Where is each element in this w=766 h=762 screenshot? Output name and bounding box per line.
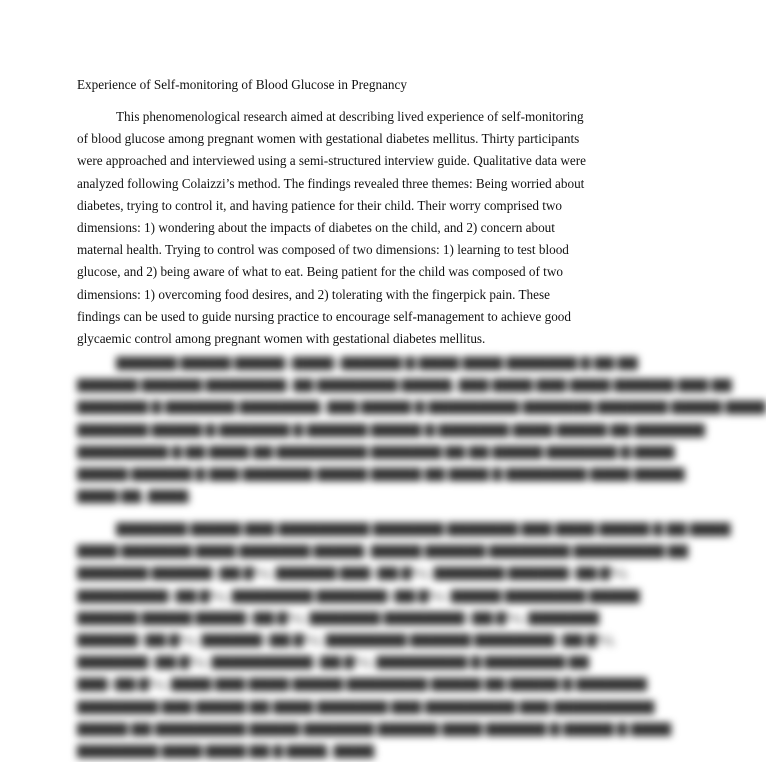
blurred-line: ▇▇▇▇▇▇▇ ▇▇▇▇▇ ▇ ▇▇▇▇▇▇▇ ▇ ▇▇▇▇▇▇ ▇▇▇▇▇ ▇ ▇▇▇▇▇▇▇ ▇▇▇▇ ▇▇▇▇▇ ▇▇ ▇▇▇▇▇▇▇ xyxy=(77,421,705,437)
abstract-line: analyzed following Colaizzi’s method. The findings revealed three themes: Being worried about xyxy=(77,175,585,191)
blurred-line: ▇▇▇▇▇▇▇ ▇▇▇▇▇▇ (▇▇.▇%), ▇▇▇▇▇▇ ▇▇▇ (▇▇.▇%), ▇▇▇▇▇▇▇ ▇▇▇▇▇▇ (▇▇.▇%), xyxy=(77,565,629,581)
abstract-paragraph xyxy=(77,106,586,350)
blurred-line: ▇▇▇▇▇▇▇▇▇ (▇▇.▇%), ▇▇▇▇▇▇▇▇ ▇▇▇▇▇▇▇ (▇▇.▇%). ▇▇▇▇▇ ▇▇▇▇▇▇▇▇ ▇▇▇▇▇ xyxy=(77,587,640,603)
abstract-line: maternal health. Trying to control was composed of two dimensions: 1) learning to test blood xyxy=(77,242,569,258)
document-title: Experience of Self-monitoring of Blood Glucose in Pregnancy xyxy=(77,77,407,92)
abstract-line: diabetes, trying to control it, and having patience for their child. Their worry comprised two xyxy=(77,197,562,213)
abstract-line: were approached and interviewed using a semi-structured interview guide. Qualitative data were xyxy=(77,153,586,169)
blurred-paragraph xyxy=(77,352,766,507)
blurred-paragraph xyxy=(77,518,731,762)
blurred-line: ▇▇▇▇ ▇▇▇▇▇▇▇ ▇▇▇▇ ▇▇▇▇▇▇▇ ▇▇▇▇▇. ▇▇▇▇▇ ▇▇▇▇▇▇ ▇▇▇▇▇▇▇▇ ▇▇▇▇▇▇▇▇▇ ▇▇ xyxy=(77,543,689,559)
blurred-line: ▇▇▇▇▇▇▇▇ ▇▇▇ ▇▇▇▇▇ ▇▇ ▇▇▇▇ ▇▇▇▇▇▇▇ ▇▇▇ ▇▇▇▇▇▇▇▇▇ ▇▇▇ ▇▇▇▇▇▇▇▇▇▇ xyxy=(77,698,655,714)
blurred-line: ▇▇▇ (▇▇.▇%), ▇▇▇▇ ▇▇▇ ▇▇▇▇ ▇▇▇▇▇ ▇▇▇▇▇▇▇▇ ▇▇▇▇▇ ▇▇ ▇▇▇▇▇ ▇ ▇▇▇▇▇▇▇ xyxy=(77,676,647,692)
blurred-line: ▇▇▇▇▇▇ ▇▇▇▇▇ ▇▇▇▇▇ (▇▇▇▇) ▇▇▇▇▇▇ ▇ ▇▇▇▇ ▇▇▇▇ ▇▇▇▇▇▇▇ ▇ ▇▇ ▇▇ xyxy=(116,355,638,370)
abstract-line: glucose, and 2) being aware of what to eat. Being patient for the child was composed of two xyxy=(77,264,563,280)
blurred-line: ▇▇▇▇▇▇▇▇▇ ▇ ▇▇ ▇▇▇▇ ▇▇ ▇▇▇▇▇▇▇▇▇ ▇▇▇▇▇▇▇ ▇▇ ▇▇ ▇▇▇▇▇ ▇▇▇▇▇▇▇ ▇ ▇▇▇▇ xyxy=(77,443,675,459)
abstract-line: of blood glucose among pregnant women with gestational diabetes mellitus. Thirty participants xyxy=(77,131,580,147)
abstract-line: glycaemic control among pregnant women with gestational diabetes mellitus. xyxy=(77,331,486,347)
abstract-line: dimensions: 1) wondering about the impacts of diabetes on the child, and 2) concern about xyxy=(77,220,555,236)
abstract-line: dimensions: 1) overcoming food desires, and 2) tolerating with the fingerpick pain. These xyxy=(77,286,550,302)
blurred-line: ▇▇▇▇▇▇▇ (▇▇.▇%), ▇▇▇▇▇▇▇▇▇▇ (▇▇.▇%), ▇▇▇▇▇▇▇▇▇ ▇ ▇▇▇▇▇▇▇▇ ▇▇ xyxy=(77,654,589,670)
blurred-line: ▇▇▇▇▇▇ ▇▇▇▇▇ ▇▇▇▇▇ (▇▇.▇%), ▇▇▇▇▇▇▇ ▇▇▇▇▇▇▇▇ (▇▇.▇%), ▇▇▇▇▇▇▇ xyxy=(77,609,600,625)
blurred-line: ▇▇▇▇▇▇▇ ▇ ▇▇▇▇▇▇▇ ▇▇▇▇▇▇▇▇. ▇▇▇ ▇▇▇▇▇ ▇ ▇▇▇▇▇▇▇▇▇ ▇▇▇▇▇▇▇ ▇▇▇▇▇▇▇ ▇▇▇▇▇ ▇▇▇▇ xyxy=(77,399,766,415)
blurred-line: ▇▇▇▇▇▇ ▇▇▇▇▇▇ ▇▇▇▇▇▇▇▇. ▇▇ ▇▇▇▇▇▇▇▇ ▇▇▇▇▇, ▇▇▇ ▇▇▇▇ ▇▇▇ ▇▇▇▇ ▇▇▇▇▇▇ ▇▇▇ ▇▇ xyxy=(77,377,732,393)
blurred-line: ▇▇▇▇▇▇▇ ▇▇▇▇▇ ▇▇▇ ▇▇▇▇▇▇▇▇▇ ▇▇▇▇▇▇▇ ▇▇▇▇▇▇▇ ▇▇▇ ▇▇▇▇ ▇▇▇▇▇ ▇ ▇▇ ▇▇▇▇ xyxy=(116,521,731,536)
blurred-line: ▇▇▇▇▇ ▇▇▇▇▇▇ ▇ ▇▇▇ ▇▇▇▇▇▇▇ ▇▇▇▇▇ ▇▇▇▇▇ ▇▇ ▇▇▇▇ ▇ ▇▇▇▇▇▇▇▇ ▇▇▇▇ ▇▇▇▇▇ xyxy=(77,466,685,482)
blurred-line: ▇▇▇▇▇ ▇▇ ▇▇▇▇▇▇▇▇▇ ▇▇▇▇▇ ▇▇▇▇▇▇▇ ▇▇▇▇▇▇ ▇▇▇▇ ▇▇▇▇▇▇ ▇ ▇▇▇▇▇ ▇ ▇▇▇▇ xyxy=(77,720,672,736)
abstract-line: findings can be used to guide nursing practice to encourage self-management to achieve good xyxy=(77,308,571,324)
blurred-line: ▇▇▇▇ ▇▇, ▇▇▇▇. xyxy=(77,488,192,504)
abstract-line: This phenomenological research aimed at describing lived experience of self-monitoring xyxy=(116,109,584,124)
blurred-line: ▇▇▇▇▇▇▇▇ ▇▇▇▇ ▇▇▇▇ ▇▇ ▇ ▇▇▇▇, ▇▇▇▇. xyxy=(77,743,378,759)
blurred-line: ▇▇▇▇▇▇ (▇▇.▇%), ▇▇▇▇▇▇ (▇▇.▇%), ▇▇▇▇▇▇▇▇ ▇▇▇▇▇▇ ▇▇▇▇▇▇▇▇ (▇▇.▇%), xyxy=(77,632,616,648)
